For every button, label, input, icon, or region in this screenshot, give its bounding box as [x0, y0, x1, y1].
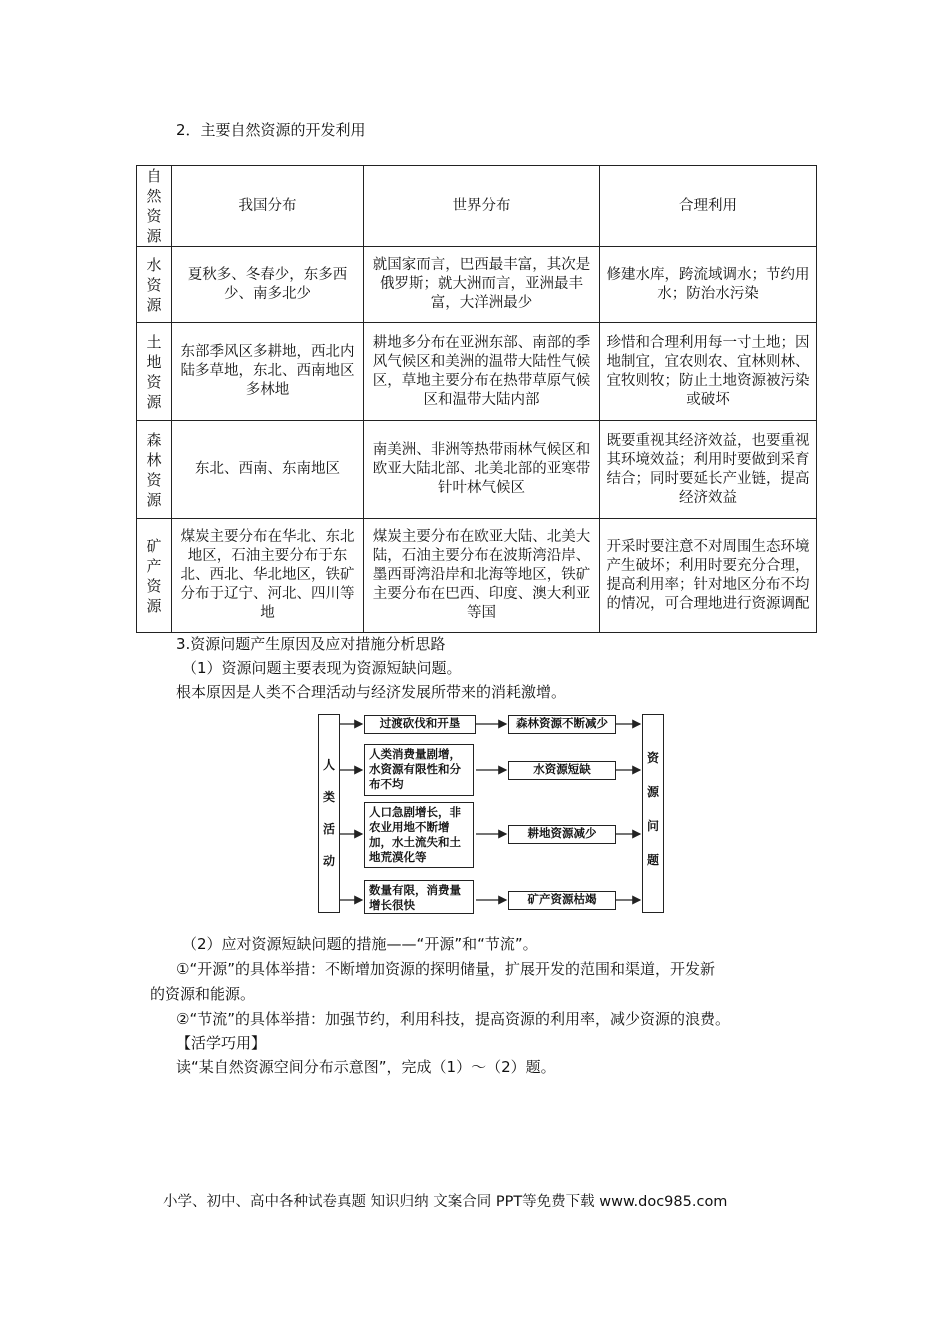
resource-problem-label: 资源问题	[646, 751, 659, 867]
paragraph-5: ②“节流”的具体举措：加强节约，利用科技，提高资源的利用率，减少资源的浪费。	[176, 1010, 730, 1028]
section-2-title: 2．主要自然资源的开发利用	[176, 121, 366, 139]
effect-box: 水资源短缺	[508, 761, 616, 780]
cause-effect-diagram	[316, 714, 664, 914]
row-name: 森林资源	[137, 421, 172, 519]
row-name: 土地资源	[137, 323, 172, 421]
effect-box: 耕地资源减少	[508, 825, 616, 844]
paragraph-4b: 的资源和能源。	[150, 985, 256, 1003]
resources-table	[136, 165, 817, 633]
table-row	[137, 323, 817, 421]
table-row	[137, 247, 817, 323]
cell-world: 南美洲、非洲等热带雨林气候区和欧亚大陆北部、北美北部的亚寒带针叶林气候区	[364, 421, 600, 519]
cell-use: 既要重视其经济效益，也要重视其环境效益；利用时要做到采育结合；同时要延长产业链，提高经济效益	[600, 421, 817, 519]
cell-use: 开采时要注意不对周围生态环境产生破坏；利用时要充分合理，提高利用率；针对地区分布不均的情况，可合理地进行资源调配	[600, 519, 817, 633]
row-name: 水资源	[137, 247, 172, 323]
cell-world: 耕地多分布在亚洲东部、南部的季风气候区和美洲的温带大陆性气候区，草地主要分布在热带草原气候区和温带大陆内部	[364, 323, 600, 421]
human-activity-box	[318, 714, 340, 913]
paragraph-3: （2）应对资源短缺问题的措施——“开源”和“节流”。	[182, 935, 538, 953]
cell-use: 修建水库，跨流域调水；节约用水；防治水污染	[600, 247, 817, 323]
header-china: 我国分布	[172, 166, 364, 247]
cell-use: 珍惜和合理利用每一寸土地；因地制宜，宜农则农、宜林则林、宜牧则牧；防止土地资源被污染或破坏	[600, 323, 817, 421]
cause-box: 数量有限，消费量增长很快	[364, 880, 474, 914]
table-row	[137, 519, 817, 633]
cell-world: 煤炭主要分布在欧亚大陆、北美大陆，石油主要分布在波斯湾沿岸、墨西哥湾沿岸和北海等地区，铁矿主要分布在巴西、印度、澳大利亚等国	[364, 519, 600, 633]
paragraph-1: （1）资源问题主要表现为资源短缺问题。	[182, 659, 462, 677]
footer: 小学、初中、高中各种试卷真题 知识归纳 文案合同 PPT等免费下载 www.doc985.com	[163, 1194, 728, 1210]
cell-world: 就国家而言，巴西最丰富，其次是俄罗斯；就大洲而言，亚洲最丰富，大洋洲最少	[364, 247, 600, 323]
resource-problem-box	[642, 714, 664, 913]
cause-box: 过渡砍伐和开垦	[364, 715, 476, 734]
effect-box: 森林资源不断减少	[508, 715, 616, 734]
effect-box: 矿产资源枯竭	[508, 891, 616, 910]
cell-china: 夏秋多、冬春少，东多西少、南多北少	[172, 247, 364, 323]
table-row	[137, 421, 817, 519]
cause-box: 人口急剧增长，非农业用地不断增加，水土流失和土地荒漠化等	[364, 802, 474, 868]
paragraph-7: 读“某自然资源空间分布示意图”，完成（1）～（2）题。	[176, 1058, 556, 1076]
human-activity-label: 人类活动	[322, 758, 335, 868]
row-name: 矿产资源	[137, 519, 172, 633]
paragraph-2: 根本原因是人类不合理活动与经济发展所带来的消耗激增。	[176, 683, 567, 701]
paragraph-4a: ①“开源”的具体举措：不断增加资源的探明储量，扩展开发的范围和渠道，开发新	[176, 960, 715, 978]
cell-china: 东部季风区多耕地，西北内陆多草地，东北、西南地区多林地	[172, 323, 364, 421]
cell-china: 东北、西南、东南地区	[172, 421, 364, 519]
header-use: 合理利用	[600, 166, 817, 247]
cell-china: 煤炭主要分布在华北、东北地区，石油主要分布于东北、西北、华北地区，铁矿分布于辽宁、河北、四川等地	[172, 519, 364, 633]
cause-box: 人类消费量剧增，水资源有限性和分布不均	[364, 744, 474, 796]
table-header-row	[137, 166, 817, 247]
header-resource: 自然资源	[137, 166, 172, 247]
section-3-title: 3.资源问题产生原因及应对措施分析思路	[176, 635, 446, 653]
header-world: 世界分布	[364, 166, 600, 247]
paragraph-6: 【活学巧用】	[176, 1034, 267, 1052]
